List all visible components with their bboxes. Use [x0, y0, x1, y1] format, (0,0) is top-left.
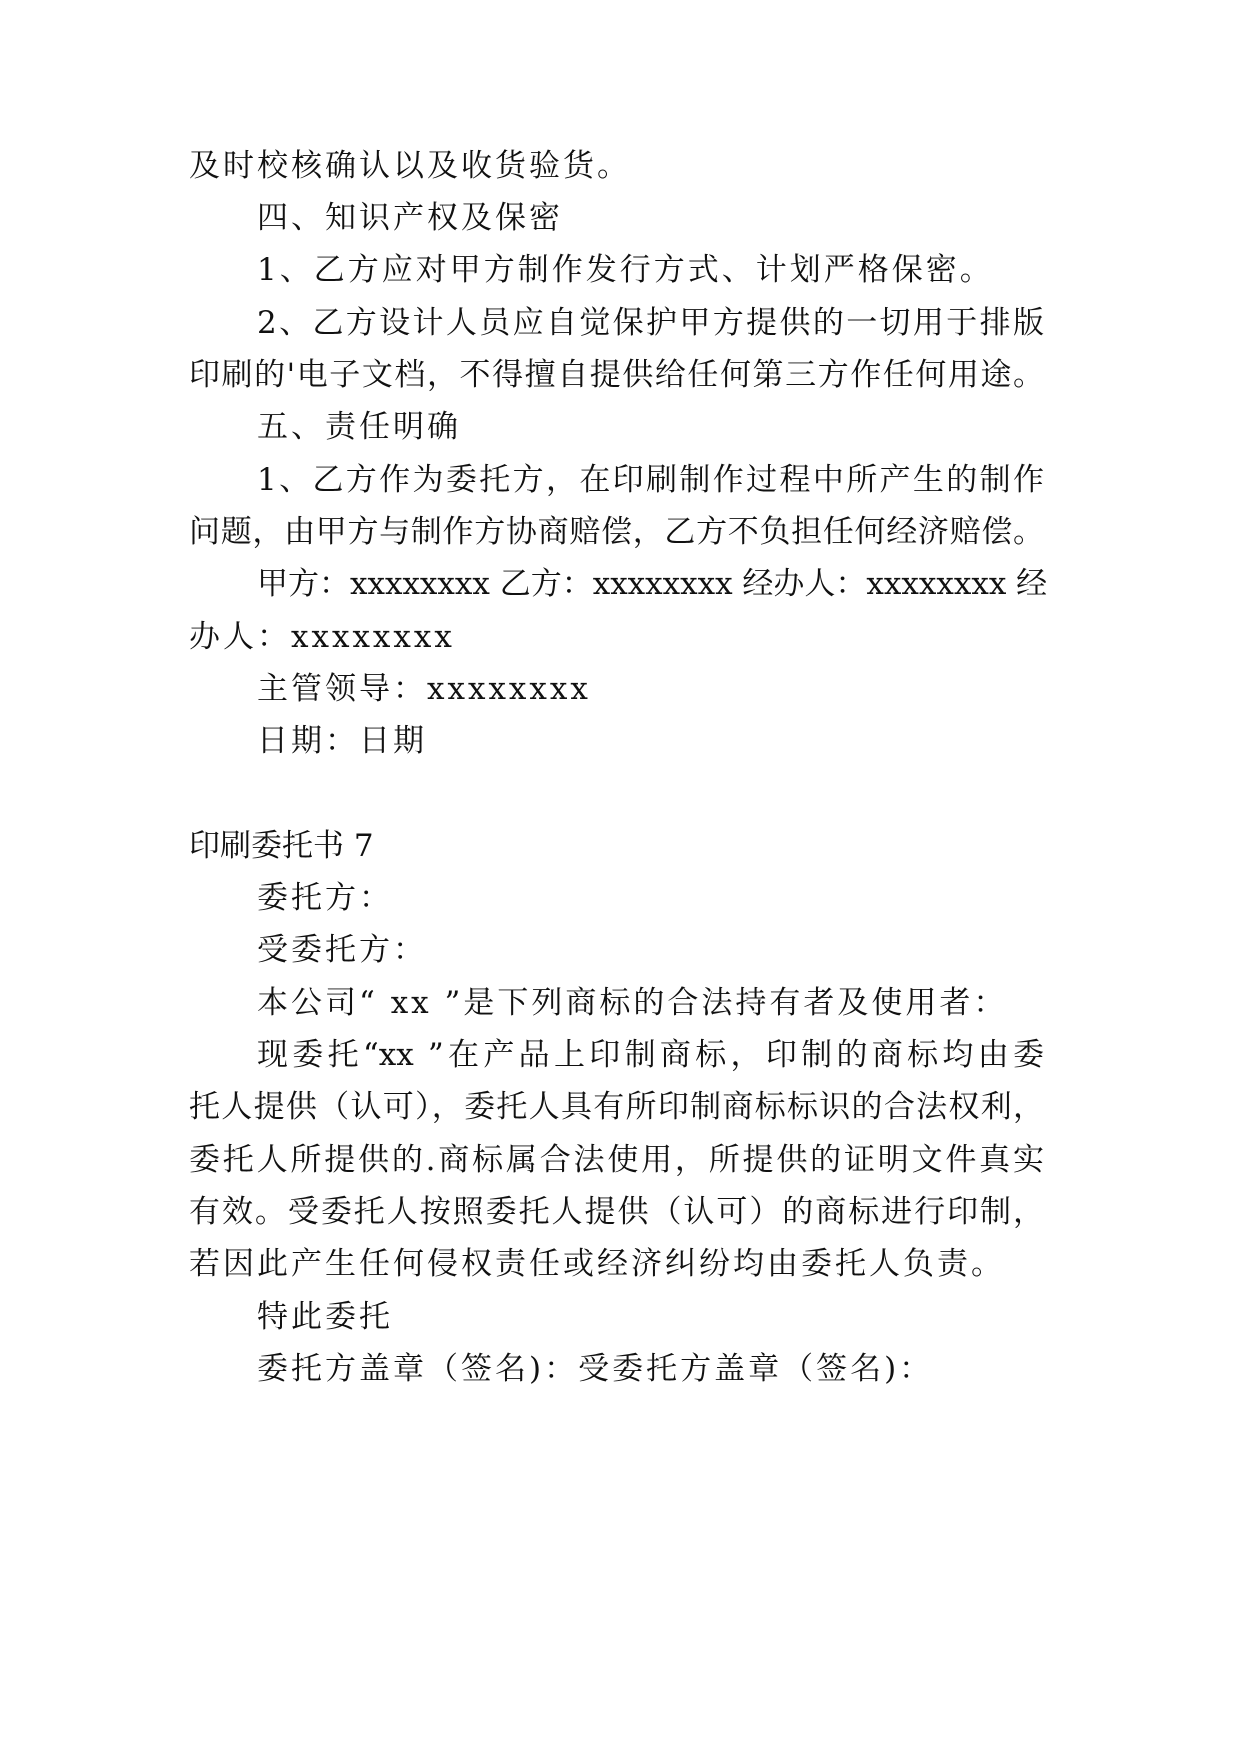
section-heading: 五、责任明确	[257, 409, 461, 445]
principal-line: 委托方：	[257, 880, 393, 916]
document-title: 印刷委托书 7	[189, 828, 374, 864]
signature-line: 办人：xxxxxxxx	[189, 619, 455, 655]
paragraph-line: 2、乙方设计人员应自觉保护甲方提供的一切用于排版	[257, 305, 1044, 341]
paragraph-line: 有效。受委托人按照委托人提供（认可）的商标进行印制，	[189, 1194, 1044, 1230]
paragraph-line: 本公司“ xx ”是下列商标的合法持有者及使用者：	[257, 985, 1008, 1021]
paragraph-line: 1、乙方应对甲方制作发行方式、计划严格保密。	[257, 252, 994, 288]
paragraph-line: 问题，由甲方与制作方协商赔偿，乙方不负担任何经济赔偿。	[189, 514, 1044, 550]
paragraph-line: 委托人所提供的.商标属合法使用，所提供的证明文件真实	[189, 1142, 1044, 1178]
date-line: 日期：日期	[257, 723, 427, 759]
paragraph-line: 及时校核确认以及收货验货。	[189, 148, 631, 184]
supervisor-line: 主管领导：xxxxxxxx	[257, 671, 591, 707]
paragraph-line: 托人提供（认可），委托人具有所印制商标标识的合法权利，	[189, 1089, 1044, 1125]
agent-line: 受委托方：	[257, 932, 427, 968]
closing-line: 特此委托	[257, 1299, 393, 1335]
seal-signature-line: 委托方盖章（签名)：受委托方盖章（签名)：	[257, 1351, 934, 1387]
section-heading: 四、知识产权及保密	[257, 200, 563, 236]
paragraph-line: 印刷的'电子文档，不得擅自提供给任何第三方作任何用途。	[189, 357, 1044, 393]
paragraph-line: 1、乙方作为委托方，在印刷制作过程中所产生的制作	[257, 462, 1044, 498]
paragraph-line: 若因此产生任何侵权责任或经济纠纷均由委托人负责。	[189, 1246, 1005, 1282]
signature-line: 甲方：xxxxxxxx 乙方：xxxxxxxx 经办人：xxxxxxxx 经	[257, 566, 1048, 602]
paragraph-line: 现委托“xx ”在产品上印制商标，印制的商标均由委	[257, 1037, 1044, 1073]
